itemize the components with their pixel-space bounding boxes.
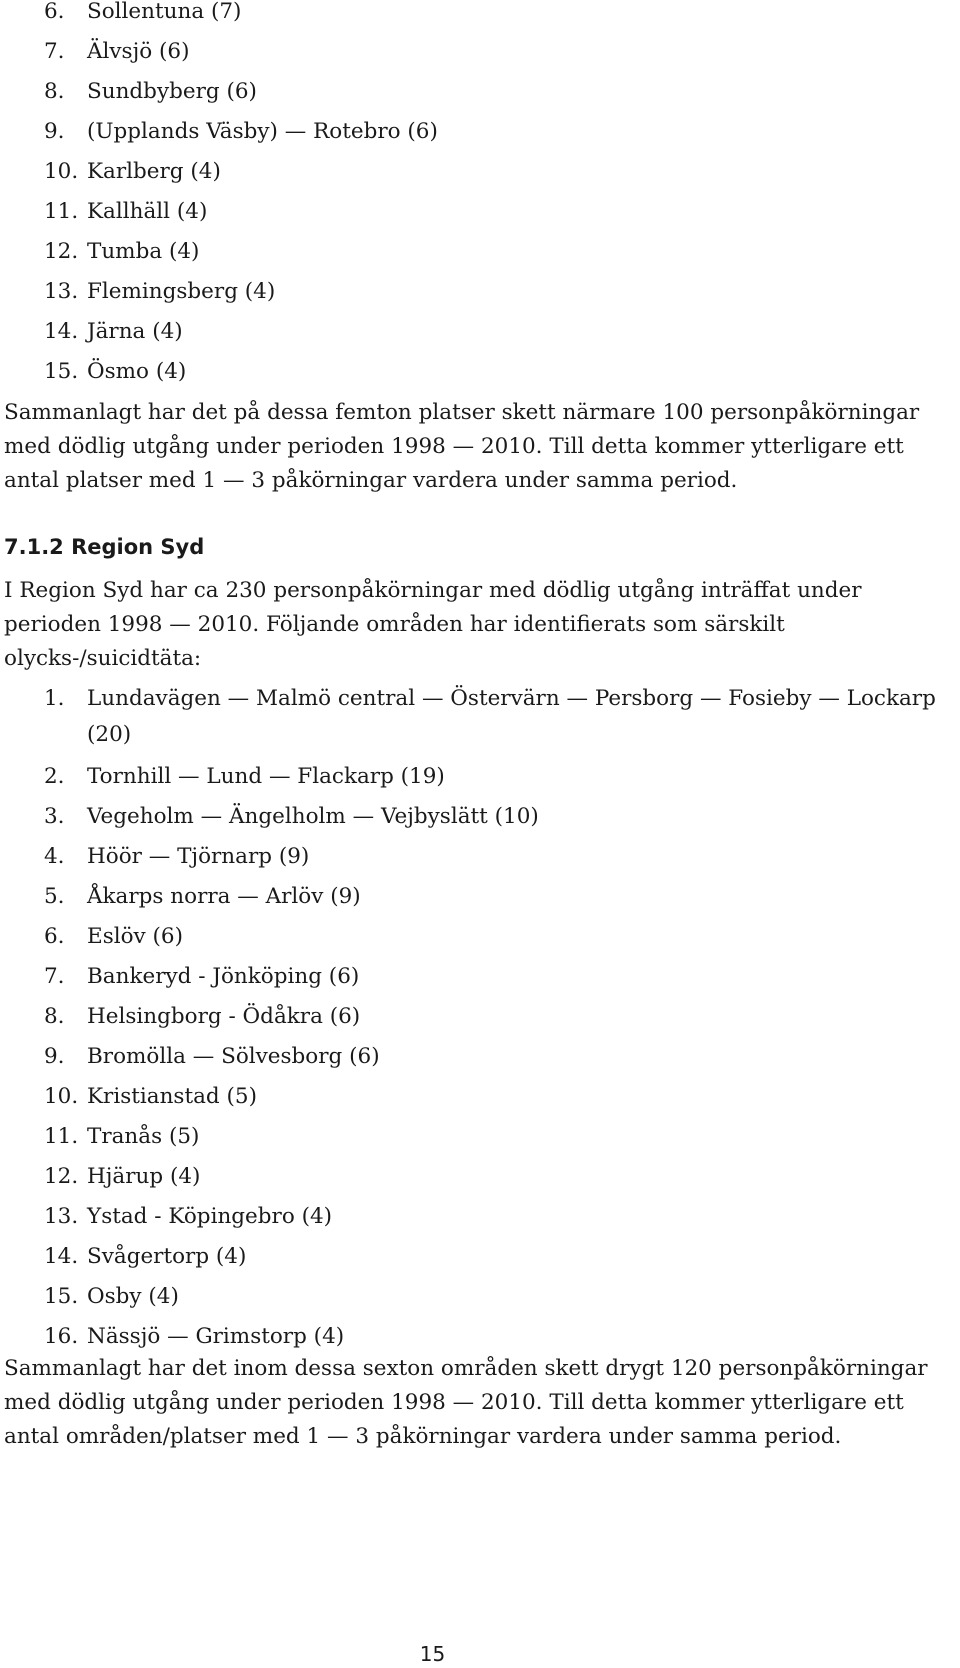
list-item-number: 13. [44,279,79,304]
list-item-text: Kallhäll (4) [87,199,208,224]
list-item-text: Bromölla — Sölvesborg (6) [87,1044,380,1069]
list-item-text: Åkarps norra — Arlöv (9) [87,884,361,909]
list-item-number: 5. [44,884,65,909]
list-item-text: Tumba (4) [87,239,200,264]
list-item-text: Svågertorp (4) [87,1244,247,1269]
list-item-number: 7. [44,964,65,989]
list-item-text: Hjärup (4) [87,1164,201,1189]
list-item-text: Helsingborg - Ödåkra (6) [87,1004,361,1029]
list-item-text: Sundbyberg (6) [87,79,257,104]
list-item-text: Nässjö — Grimstorp (4) [87,1324,345,1349]
list-item-text: Eslöv (6) [87,924,183,949]
list-item-number: 1. [44,686,65,711]
list-item-text: (Upplands Väsby) — Rotebro (6) [87,119,438,144]
list-item-number: 10. [44,159,79,184]
list-item-number: 15. [44,359,79,384]
list-item-number: 6. [44,0,65,24]
list-item-number: 16. [44,1324,79,1349]
list-item-number: 12. [44,239,79,264]
list-item-number: 12. [44,1164,79,1189]
summary-paragraph-region-syd: Sammanlagt har det inom dessa sexton områden skett drygt 120 personpåkörningar med dödlig utgång under perioden 1998 — 2010. Till detta kommer ytterligare ett antal områden/platser med 1 — 3 påkörningar vardera under samma period. [4,1356,928,1449]
list-item-number: 2. [44,764,65,789]
list-item-text: Tranås (5) [87,1124,200,1149]
list-item-text: Karlberg (4) [87,159,221,184]
list-item-number: 6. [44,924,65,949]
list-item-number: 15. [44,1284,79,1309]
list-item-number: 7. [44,39,65,64]
section-heading-region-syd: 7.1.2 Region Syd [4,535,205,559]
summary-paragraph-region-1: Sammanlagt har det på dessa femton platser skett närmare 100 personpåkörningar med dödlig utgång under perioden 1998 — 2010. Till detta kommer ytterligare ett antal platser med 1 — 3 påkörningar vardera under samma period. [4,400,920,493]
list-item-number: 9. [44,1044,65,1069]
list-item-text: Järna (4) [87,319,183,344]
list-item-number: 11. [44,199,79,224]
list-item-text: Lundavägen — Malmö central — Östervärn — Persborg — Fosieby — Lockarp (20) [87,686,936,747]
list-item-number: 4. [44,844,65,869]
list-item-text: Tornhill — Lund — Flackarp (19) [87,764,445,789]
list-item-text: Bankeryd - Jönköping (6) [87,964,360,989]
list-item-number: 8. [44,79,65,104]
list-item-text: Vegeholm — Ängelholm — Vejbyslätt (10) [87,804,539,829]
list-item-text: Ystad - Köpingebro (4) [87,1204,333,1229]
list-item-number: 13. [44,1204,79,1229]
list-item-number: 14. [44,319,79,344]
list-item-number: 3. [44,804,65,829]
list-item-text: Älvsjö (6) [87,39,190,64]
list-item-text: Osby (4) [87,1284,179,1309]
list-item-text: Flemingsberg (4) [87,279,276,304]
list-item-number: 11. [44,1124,79,1149]
list-item-number: 10. [44,1084,79,1109]
list-item-text: Kristianstad (5) [87,1084,257,1109]
list-item-number: 8. [44,1004,65,1029]
list-item-text: Ösmo (4) [87,359,187,384]
list-item-text: Höör — Tjörnarp (9) [87,844,310,869]
page-number: 15 [419,1642,446,1666]
list-item-text: Sollentuna (7) [87,0,242,24]
list-item-number: 9. [44,119,65,144]
list-item-number: 14. [44,1244,79,1269]
intro-paragraph-region-syd: I Region Syd har ca 230 personpåkörningar med dödlig utgång inträffat under perioden 1998 — 2010. Följande områden har identifierats som särskilt olycks-/suicidtäta: [4,578,862,671]
